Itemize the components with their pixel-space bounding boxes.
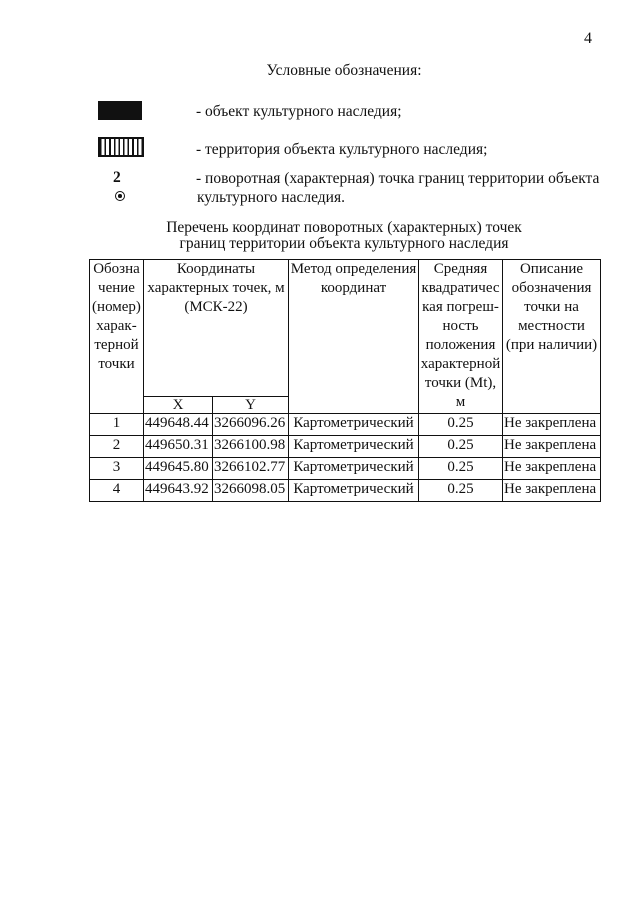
cell-x: 449648.44 bbox=[144, 414, 213, 436]
turning-point-number: 2 bbox=[113, 169, 121, 186]
cell-point-number: 1 bbox=[90, 414, 144, 436]
coordinates-list-title bbox=[0, 220, 640, 252]
cell-y: 3266098.05 bbox=[213, 480, 289, 502]
cell-mean-error: 0.25 bbox=[419, 436, 503, 458]
table-header-row bbox=[90, 260, 601, 397]
coordinates-list-title-line: границ территории объекта культурного наследия bbox=[179, 235, 509, 252]
legend-item-label bbox=[196, 169, 606, 207]
cell-point-number: 4 bbox=[90, 480, 144, 502]
cell-mean-error: 0.25 bbox=[419, 414, 503, 436]
cell-x: 449643.92 bbox=[144, 480, 213, 502]
header-description: Описание обозначения точки на местности (при наличии) bbox=[503, 260, 601, 414]
legend-title: Условные обозначения: bbox=[266, 62, 422, 79]
cell-mean-error: 0.25 bbox=[419, 480, 503, 502]
cell-y: 3266096.26 bbox=[213, 414, 289, 436]
coordinates-list-title-line: Перечень координат поворотных (характерных) точек bbox=[166, 219, 522, 236]
legend-item-label-line: культурного наследия. bbox=[197, 189, 345, 206]
territory-icon bbox=[98, 137, 144, 157]
header-point-designation: Обозна чение (номер) харак- терной точки bbox=[90, 260, 144, 414]
turning-point-icon bbox=[115, 191, 125, 201]
legend-item-label: - территория объекта культурного наследия; bbox=[196, 141, 488, 158]
cell-description: Не закреплена bbox=[503, 414, 601, 436]
header-method: Метод определения координат bbox=[289, 260, 419, 414]
page-number: 4 bbox=[584, 30, 592, 47]
cell-method: Картометрический bbox=[289, 458, 419, 480]
header-coordinates: Координаты характерных точек, м (МСК-22) bbox=[144, 260, 289, 397]
table-row bbox=[90, 414, 601, 436]
coordinates-table bbox=[89, 259, 601, 502]
cell-y: 3266102.77 bbox=[213, 458, 289, 480]
cell-y: 3266100.98 bbox=[213, 436, 289, 458]
object-icon bbox=[98, 101, 142, 120]
cell-description: Не закреплена bbox=[503, 458, 601, 480]
cell-mean-error: 0.25 bbox=[419, 458, 503, 480]
table-row bbox=[90, 458, 601, 480]
cell-description: Не закреплена bbox=[503, 436, 601, 458]
table-row bbox=[90, 480, 601, 502]
header-y: Y bbox=[213, 397, 289, 414]
cell-method: Картометрический bbox=[289, 414, 419, 436]
cell-method: Картометрический bbox=[289, 480, 419, 502]
cell-point-number: 3 bbox=[90, 458, 144, 480]
cell-x: 449650.31 bbox=[144, 436, 213, 458]
legend-item-label-line: - поворотная (характерная) точка границ территории объекта bbox=[196, 170, 600, 187]
header-mean-error: Средняя квадратичес кая погреш- ность положения характерной точки (Mt), м bbox=[419, 260, 503, 414]
header-x: X bbox=[144, 397, 213, 414]
cell-x: 449645.80 bbox=[144, 458, 213, 480]
cell-description: Не закреплена bbox=[503, 480, 601, 502]
legend-item-label: - объект культурного наследия; bbox=[196, 103, 402, 120]
table-row bbox=[90, 436, 601, 458]
cell-method: Картометрический bbox=[289, 436, 419, 458]
cell-point-number: 2 bbox=[90, 436, 144, 458]
